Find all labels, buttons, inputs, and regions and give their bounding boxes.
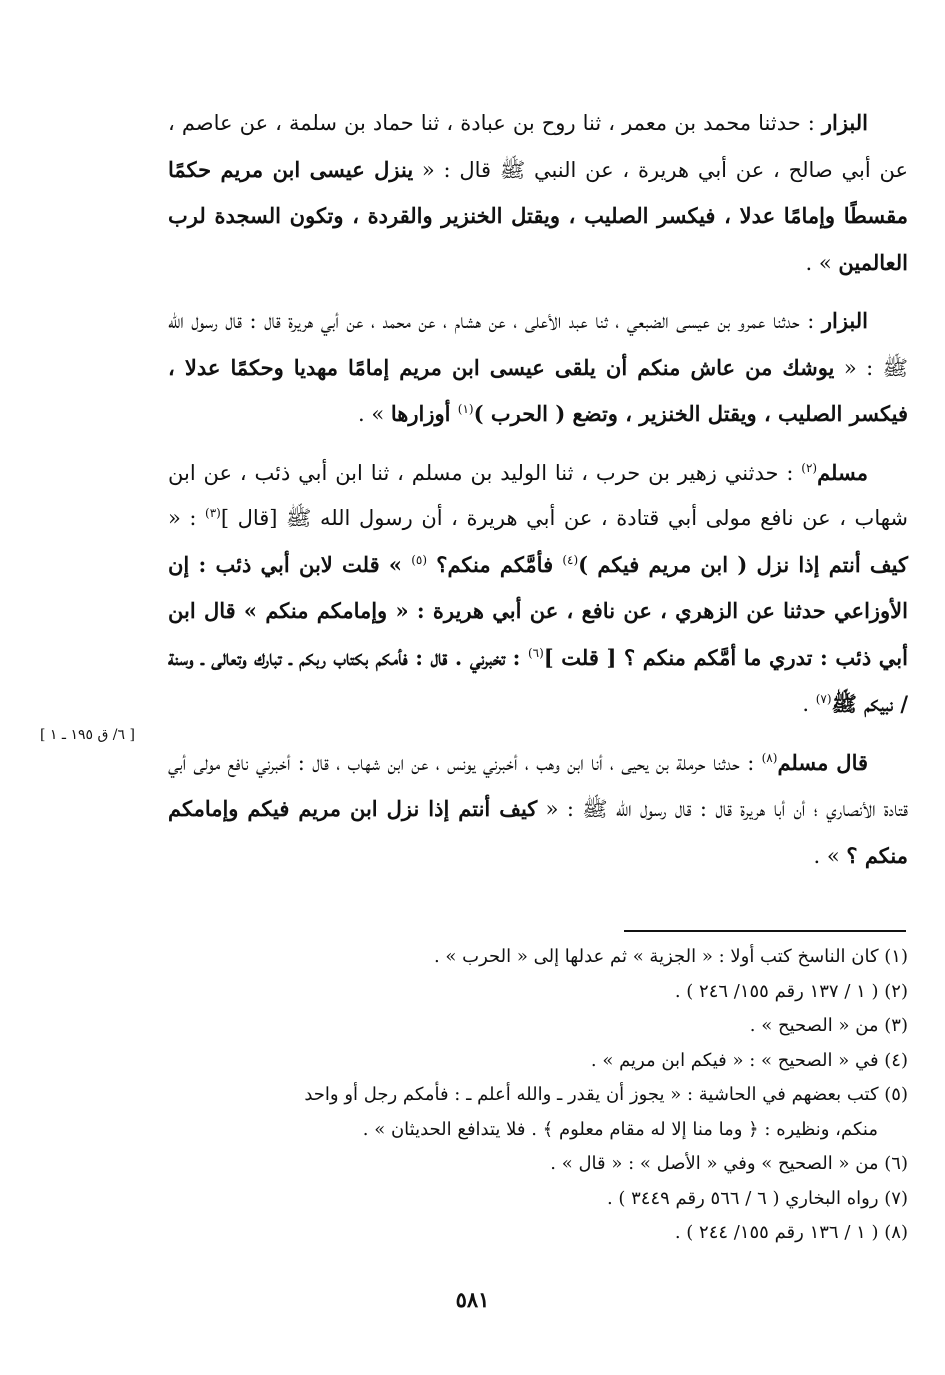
- footnote-ref: (٣): [205, 506, 221, 520]
- footnote-ref: (٨): [761, 750, 778, 765]
- footnotes: [168, 940, 908, 1251]
- footnote: (٨) ( ١ / ١٣٦ رقم ١٥٥/ ٢٤٤ ) .: [674, 1222, 908, 1243]
- manuscript-folio-reference: [ ٦/ ق ١٩٥ ـ ١ ]: [40, 727, 135, 743]
- narrator: مسلم: [817, 459, 868, 485]
- paragraph-3: مسلم$^{(٢)}$ : حدثني زهير بن حرب ، ثنا الوليد بن مسلم ، ثنا ابن أبي ذئب ، عن ابن شهاب ، عن نافع مولى أبي قتادة ، عن أبي هريرة ، أن رسول الله ﷺ [قال ]$^{(٣)}$ : « كيف أنتم إذا نزل ( ابن مريم فيكم )$^{(٤)}$ فأمَّكم منكم؟ $^{(٥)}$ » قلت لابن أبي ذئب : إن الأوزاعي حدثنا عن الزهري ، عن نافع ، عن أبي هريرة : « وإمامكم منكم » قال ابن أبي ذئب : تدري ما أمَّكم منكم ؟ [ قلت ]$^{(٦)}$ : تخبرني . قال : فأمكم بكتاب ربكم ـ تبارك وتعالى ـ وسنة / نبيكم ﷺ$^{(٧)}$ .: [168, 459, 909, 716]
- hadith-text: كيف أنتم إذا نزل ابن مريم فيكم وإمامكم منكم ؟: [168, 796, 908, 868]
- footnote: (٤) في « الصحيح » : « فيكم ابن مريم » .: [590, 1049, 908, 1071]
- isnad: : حدثنا محمد بن معمر ، ثنا روح بن عبادة ، ثنا حماد بن سلمة ، عن عاصم ، عن أبي صالح ، عن أبي هريرة ، عن النبي ﷺ قال : «: [168, 111, 908, 182]
- isnad: : حدثني زهير بن حرب ، ثنا الوليد بن مسلم ، ثنا ابن أبي ذئب ، عن ابن شهاب ، عن نافع مولى أبي قتادة ، عن أبي هريرة ، أن رسول الله ﷺ [قال ]: [168, 460, 909, 530]
- footnote: (٧) رواه البخاري ( ٦ / ٥٦٦ رقم ٣٤٤٩ ) .: [606, 1187, 908, 1209]
- footnote-ref: (١): [457, 402, 474, 416]
- paragraph-1: البزار : حدثنا محمد بن معمر ، ثنا روح بن عبادة ، ثنا حماد بن سلمة ، عن عاصم ، عن أبي صالح ، عن أبي هريرة ، عن النبي ﷺ قال : « ينزل عيسى ابن مريم حكمًا مقسطًا وإمامًا عدلا ، فيكسر الصليب ، ويقتل الخنزير والقردة ، وتكون السجدة لرب العالمين » .: [168, 110, 908, 275]
- footnote-separator: [624, 930, 906, 932]
- hadith-text: كيف أنتم إذا نزل ( ابن مريم فيكم ): [578, 551, 909, 577]
- footnote-ref: (٧): [815, 692, 832, 706]
- footnote-continuation: منكم، ونظيره : ﴿ وما منا إلا له مقام معلوم ﴾ . فلا يتدافع الحديثان » .: [362, 1118, 878, 1140]
- footnote: (١) كان الناسخ كتب أولا : « الجزية » ثم عدلها إلى « الحرب » .: [433, 946, 908, 967]
- page-number: ٥٨١: [455, 1287, 490, 1312]
- isnad: : حدثنا عمرو بن عيسى الضبعي ، ثنا عبد الأعلى ، عن هشام ، عن محمد ، عن أبي هريرة قال : قال رسول الله ﷺ : «: [168, 309, 908, 380]
- footnote-ref: (٥): [411, 552, 428, 567]
- footnote-ref: (٤): [562, 552, 579, 567]
- footnote: (٦) من « الصحيح » وفي « الأصل » : « قال » .: [550, 1153, 908, 1174]
- footnote-ref: (٦): [527, 645, 544, 660]
- hadith-text: يوشك من عاش منكم أن يلقى عيسى ابن مريم إمامًا مهديا وحكمًا عدلا ، فيكسر الصليب ، ويقتل الخنزير ، وتضع ( الحرب ): [168, 354, 908, 426]
- narrator: قال مسلم: [777, 749, 869, 775]
- paragraph-2: البزار : حدثنا عمرو بن عيسى الضبعي ، ثنا عبد الأعلى ، عن هشام ، عن محمد ، عن أبي هريرة قال : قال رسول الله ﷺ : « يوشك من عاش منكم أن يلقى عيسى ابن مريم إمامًا مهديا وحكمًا عدلا ، فيكسر الصليب ، ويقتل الخنزير ، وتضع ( الحرب )$^{(١)}$ أوزارها » .: [168, 308, 908, 426]
- footnote: (٣) من « الصحيح » .: [749, 1015, 908, 1036]
- main-text: [168, 100, 908, 891]
- footnote-ref: (٢): [801, 460, 818, 475]
- paragraph-4: قال مسلم$^{(٨)}$ : حدثنا حرملة بن يحيى ، أنا ابن وهب ، أخبرني يونس ، عن ابن شهاب ، قال : أخبرني نافع مولى أبي قتادة الأنصاري ؛ أن أبا هريرة قال : قال رسول الله ﷺ : « كيف أنتم إذا نزل ابن مريم فيكم وإمامكم منكم ؟ » .: [168, 749, 909, 868]
- isnad: : حدثنا حرملة بن يحيى ، أنا ابن وهب ، أخبرني يونس ، عن ابن شهاب ، قال : أخبرني نافع مولى أبي قتادة الأنصاري ؛ أن أبا هريرة قال : قال رسول الله ﷺ : «: [168, 750, 909, 821]
- narrator: البزار: [821, 110, 868, 135]
- narrator: البزار: [821, 308, 868, 333]
- footnote: (٢) ( ١ / ١٣٧ رقم ١٥٥/ ٢٤٦ ) .: [674, 980, 908, 1002]
- footnote: (٥) كتب بعضهم في الحاشية : « يجوز أن يقدر ـ والله أعلم ـ : فأمكم رجل أو واحد: [304, 1084, 908, 1105]
- hadith-text: ينزل عيسى ابن مريم حكمًا مقسطًا وإمامًا عدلا ، فيكسر الصليب ، ويقتل الخنزير والقردة ، وتكون السجدة لرب العالمين: [168, 156, 908, 275]
